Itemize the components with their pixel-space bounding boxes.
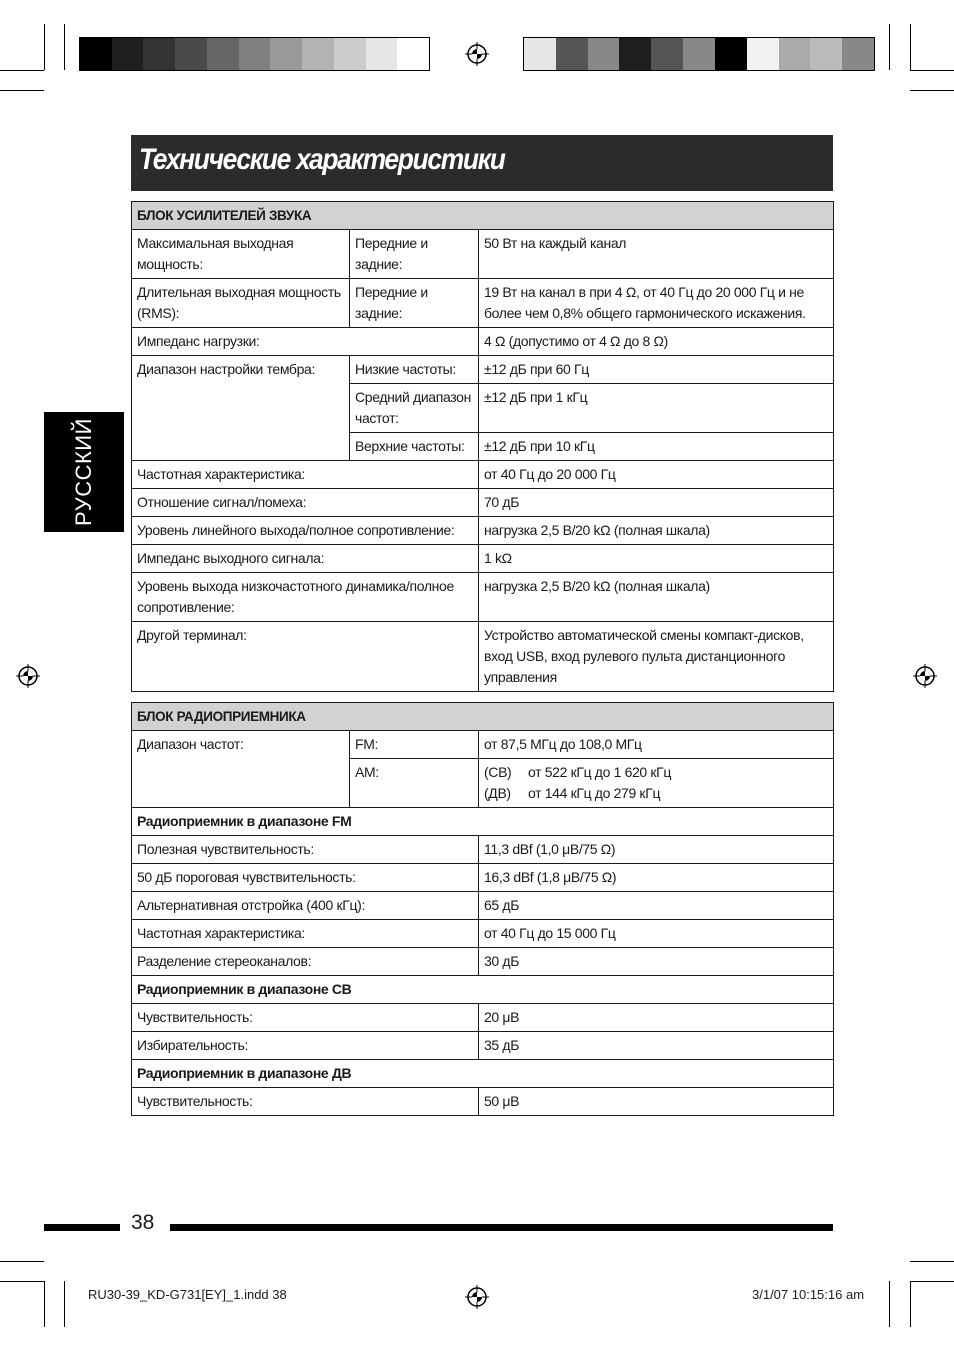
crop-mark (910, 24, 911, 70)
crop-mark (0, 1281, 44, 1282)
page-footer-rule-right (170, 1224, 833, 1231)
table-row (132, 573, 834, 622)
crop-mark (910, 90, 954, 91)
crop-mark (889, 1281, 890, 1327)
row-value: от 40 Гц до 15 000 Гц (479, 920, 834, 948)
table-header-row (132, 703, 834, 731)
row-sublabel: Средний диапазон частот: (350, 384, 479, 433)
row-sublabel: AM: (350, 759, 479, 808)
am-band-value: от 522 кГц до 1 620 кГц (528, 764, 672, 780)
amp-section-header: БЛОК УСИЛИТЕЛЕЙ ЗВУКА (132, 202, 834, 230)
color-swatch (334, 38, 366, 70)
registration-mark-icon (913, 664, 937, 688)
registration-mark-icon (465, 42, 489, 66)
row-label: Полезная чувствительность: (132, 836, 479, 864)
table-row (132, 328, 834, 356)
color-swatch (239, 38, 271, 70)
color-swatch (842, 38, 874, 70)
amplifier-spec-table (131, 201, 834, 692)
table-row (132, 1004, 834, 1032)
color-swatch (397, 38, 429, 70)
row-label: Импеданс нагрузки: (132, 328, 479, 356)
row-value: 1 kΩ (479, 545, 834, 573)
row-sublabel: Передние и задние: (350, 230, 479, 279)
row-sublabel: Верхние частоты: (350, 433, 479, 461)
color-swatch (651, 38, 683, 70)
row-value: нагрузка 2,5 В/20 kΩ (полная шкала) (479, 517, 834, 545)
crop-mark (64, 24, 65, 70)
row-value: 4 Ω (допустимо от 4 Ω до 8 Ω) (479, 328, 834, 356)
table-row (132, 1032, 834, 1060)
row-value: 50 Вт на каждый канал (479, 230, 834, 279)
color-swatch (270, 38, 302, 70)
color-swatch (683, 38, 715, 70)
am-band-sw (484, 762, 828, 783)
color-swatch (747, 38, 779, 70)
crop-mark (889, 24, 890, 70)
table-row (132, 892, 834, 920)
crop-mark (64, 1281, 65, 1327)
registration-mark-icon (465, 1285, 489, 1309)
color-swatch (80, 38, 112, 70)
color-swatch (143, 38, 175, 70)
row-label: Избирательность: (132, 1032, 479, 1060)
am-band-lw (484, 783, 828, 804)
table-row (132, 622, 834, 692)
language-tab-label: РУССКИЙ (71, 418, 96, 526)
crop-mark (910, 1281, 911, 1327)
row-value: ±12 дБ при 10 кГц (479, 433, 834, 461)
crop-mark (910, 1281, 954, 1282)
row-label: Разделение стереоканалов: (132, 948, 479, 976)
row-label: Частотная характеристика: (132, 920, 479, 948)
row-value: от 87,5 МГц до 108,0 МГц (479, 731, 834, 759)
language-tab (44, 412, 124, 532)
crop-mark (0, 90, 44, 91)
color-swatch (175, 38, 207, 70)
color-swatch (207, 38, 239, 70)
page-number: 38 (131, 1211, 155, 1234)
row-label: Чувствительность: (132, 1088, 479, 1116)
table-row (132, 545, 834, 573)
table-row (132, 230, 834, 279)
row-value: 16,3 dBf (1,8 μВ/75 Ω) (479, 864, 834, 892)
page-title-banner (131, 135, 833, 191)
row-label: Длительная выходная мощность (RMS): (132, 279, 350, 328)
row-sublabel: Передние и задние: (350, 279, 479, 328)
table-row (132, 356, 834, 384)
row-value: 19 Вт на канал в при 4 Ω, от 40 Гц до 20 000 Гц и не более чем 0,8% общего гармонического искажения. (479, 279, 834, 328)
lw-subsection-title: Радиоприемник в диапазоне ДВ (132, 1060, 834, 1088)
color-swatch (556, 38, 588, 70)
am-band-key: (СВ) (484, 764, 512, 780)
row-value: 35 дБ (479, 1032, 834, 1060)
fm-subsection-title: Радиоприемник в диапазоне FM (132, 808, 834, 836)
am-band-value: от 144 кГц до 279 кГц (528, 785, 661, 801)
table-row (132, 461, 834, 489)
registration-mark-icon (16, 664, 40, 688)
color-swatch (524, 38, 556, 70)
table-subheader-row (132, 976, 834, 1004)
radio-section-header: БЛОК РАДИОПРИЕМНИКА (132, 703, 834, 731)
row-value: 11,3 dBf (1,0 μВ/75 Ω) (479, 836, 834, 864)
color-calibration-bar-left (79, 37, 430, 71)
row-label: Частотная характеристика: (132, 461, 479, 489)
crop-mark (910, 1261, 954, 1262)
table-header-row (132, 202, 834, 230)
crop-mark (44, 1281, 45, 1327)
table-subheader-row (132, 808, 834, 836)
table-row (132, 279, 834, 328)
sw-subsection-title: Радиоприемник в диапазоне СВ (132, 976, 834, 1004)
crop-mark (910, 70, 954, 71)
crop-mark (0, 1261, 44, 1262)
color-swatch (810, 38, 842, 70)
am-band-key: (ДВ) (484, 785, 511, 801)
row-label: Уровень выхода низкочастотного динамика/полное сопротивление: (132, 573, 479, 622)
crop-mark (44, 24, 45, 70)
row-sublabel: Низкие частоты: (350, 356, 479, 384)
row-label: Чувствительность: (132, 1004, 479, 1032)
color-swatch (779, 38, 811, 70)
row-label: Уровень линейного выхода/полное сопротивление: (132, 517, 479, 545)
color-swatch (366, 38, 398, 70)
color-calibration-bar-right (523, 37, 875, 71)
row-label: Импеданс выходного сигнала: (132, 545, 479, 573)
table-row (132, 948, 834, 976)
page-footer-rule-left (44, 1224, 120, 1231)
row-label: Диапазон частот: (132, 731, 350, 808)
row-label: Другой терминал: (132, 622, 479, 692)
table-row (132, 1088, 834, 1116)
color-swatch (112, 38, 144, 70)
row-value: Устройство автоматической смены компакт-дисков, вход USB, вход рулевого пульта дистанционного управления (479, 622, 834, 692)
color-swatch (619, 38, 651, 70)
row-value: 70 дБ (479, 489, 834, 517)
row-label: Отношение сигнал/помеха: (132, 489, 479, 517)
row-label: Диапазон настройки тембра: (132, 356, 350, 461)
table-row (132, 920, 834, 948)
print-slug-datetime: 3/1/07 10:15:16 am (752, 1287, 865, 1302)
table-row (132, 489, 834, 517)
color-swatch (302, 38, 334, 70)
crop-mark (0, 70, 44, 71)
row-value: 65 дБ (479, 892, 834, 920)
page-title: Технические характеристики (139, 143, 505, 176)
row-value: 50 μВ (479, 1088, 834, 1116)
color-swatch (588, 38, 620, 70)
table-row (132, 731, 834, 759)
row-value (479, 759, 834, 808)
row-label: Альтернативная отстройка (400 кГц): (132, 892, 479, 920)
table-row (132, 517, 834, 545)
row-value: ±12 дБ при 1 кГц (479, 384, 834, 433)
row-value: ±12 дБ при 60 Гц (479, 356, 834, 384)
row-value: 20 μВ (479, 1004, 834, 1032)
row-value: 30 дБ (479, 948, 834, 976)
row-sublabel: FM: (350, 731, 479, 759)
row-label: Максимальная выходная мощность: (132, 230, 350, 279)
radio-spec-table (131, 702, 834, 1116)
table-row (132, 836, 834, 864)
table-subheader-row (132, 1060, 834, 1088)
color-swatch (715, 38, 747, 70)
row-label: 50 дБ пороговая чувствительность: (132, 864, 479, 892)
table-row (132, 864, 834, 892)
print-slug-filename: RU30-39_KD-G731[EY]_1.indd 38 (88, 1287, 287, 1302)
row-value: от 40 Гц до 20 000 Гц (479, 461, 834, 489)
row-value: нагрузка 2,5 В/20 kΩ (полная шкала) (479, 573, 834, 622)
